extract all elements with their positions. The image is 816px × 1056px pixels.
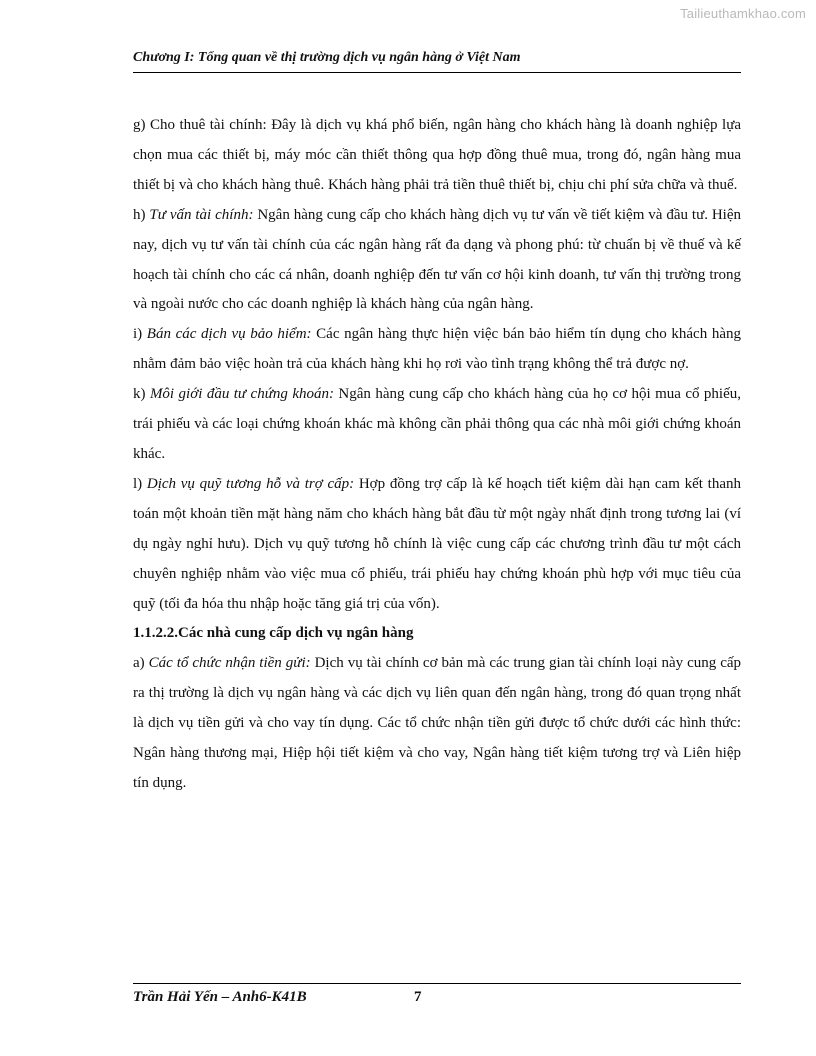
paragraph-a	[133, 649, 741, 799]
section-heading: 1.1.2.2.Các nhà cung cấp dịch vụ ngân hàng	[133, 625, 414, 642]
watermark: Tailieuthamkhao.com	[680, 6, 806, 21]
paragraph-prefix: i)	[133, 326, 147, 343]
paragraph-text: g) Cho thuê tài chính: Đây là dịch vụ khá phổ biến, ngân hàng cho khách hàng là doanh nghiệp lựa chọn mua các thiết bị, máy móc cần thiết thông qua hợp đồng thuê mua, trong đó, ngân hàng mua thiết bị và cho khách hàng thuê. Khách hàng phải trả tiền thuê thiết bị, chịu chi phí sửa chữa và thuế.	[133, 117, 741, 193]
paragraph-lead: Tư vấn tài chính:	[149, 206, 254, 223]
paragraph-text: Các ngân hàng thực hiện việc bán bảo hiểm tín dụng cho khách hàng nhằm đảm bảo việc hoàn trả của khách hàng khi họ rơi vào tình trạng không thể trả được nợ.	[133, 326, 741, 373]
page-header-title: Chương I: Tổng quan về thị trường dịch vụ ngân hàng ở Việt Nam	[133, 50, 521, 65]
paragraph-text: Ngân hàng cung cấp cho khách hàng dịch vụ tư vấn về tiết kiệm và đầu tư. Hiện nay, dịch vụ tư vấn tài chính của các ngân hàng rất đa dạng và phong phú: từ chuẩn bị về thuế và kế hoạch tài chính cho các cá nhân, doanh nghiệp đến tư vấn cơ hội kinh doanh, tư vấn thị trường trong và ngoài nước cho các doanh nghiệp là khách hàng của ngân hàng.	[133, 206, 742, 313]
paragraph-h	[133, 201, 741, 321]
paragraph-prefix: h)	[133, 206, 150, 223]
paragraph-i	[133, 320, 741, 380]
paragraph-g	[133, 111, 741, 201]
paragraph-lead: Môi giới đầu tư chứng khoán:	[149, 386, 334, 403]
paragraph-l	[133, 470, 741, 620]
paragraph-lead: Dịch vụ quỹ tương hỗ và trợ cấp:	[146, 475, 355, 492]
paragraph-prefix: a)	[133, 655, 149, 672]
paragraph-prefix: k)	[133, 386, 150, 403]
paragraph-prefix: l)	[133, 475, 147, 492]
page-number: 7	[414, 989, 422, 1005]
paragraph-text: Dịch vụ tài chính cơ bản mà các trung gian tài chính loại này cung cấp ra thị trường là dịch vụ ngân hàng và các dịch vụ liên quan đến ngân hàng, trong đó quan trọng nhất là dịch vụ tiền gửi và cho vay tín dụng. Các tổ chức nhận tiền gửi được tổ chức dưới các hình thức: Ngân hàng thương mại, Hiệp hội tiết kiệm và cho vay, Ngân hàng tiết kiệm tương trợ và Liên hiệp tín dụng.	[133, 655, 742, 791]
paragraph-lead: Các tổ chức nhận tiền gửi:	[148, 655, 311, 672]
footer-author: Trần Hải Yến – Anh6-K41B	[133, 989, 307, 1005]
paragraph-text: Ngân hàng cung cấp cho khách hàng của họ cơ hội mua cổ phiếu, trái phiếu và các loại chứng khoán khác mà không cần phải thông qua các nhà môi giới chứng khoán khác.	[133, 386, 742, 462]
document-body	[133, 111, 741, 799]
paragraph-lead: Bán các dịch vụ bảo hiểm:	[146, 326, 312, 343]
paragraph-text: Hợp đồng trợ cấp là kế hoạch tiết kiệm dài hạn cam kết thanh toán một khoản tiền mặt hàng năm cho khách hàng bắt đầu từ một ngày nhất định trong tương lai (ví dụ ngày nghỉ hưu). Dịch vụ quỹ tương hỗ chính là việc cung cấp các chương trình đầu tư một cách chuyên nghiệp nhằm vào việc mua cổ phiếu, trái phiếu hay chứng khoán phù hợp với mục tiêu của quỹ (tối đa hóa thu nhập hoặc tăng giá trị của vốn).	[133, 475, 741, 612]
paragraph-k	[133, 380, 741, 470]
header-divider	[133, 72, 741, 73]
footer-divider	[133, 983, 741, 984]
